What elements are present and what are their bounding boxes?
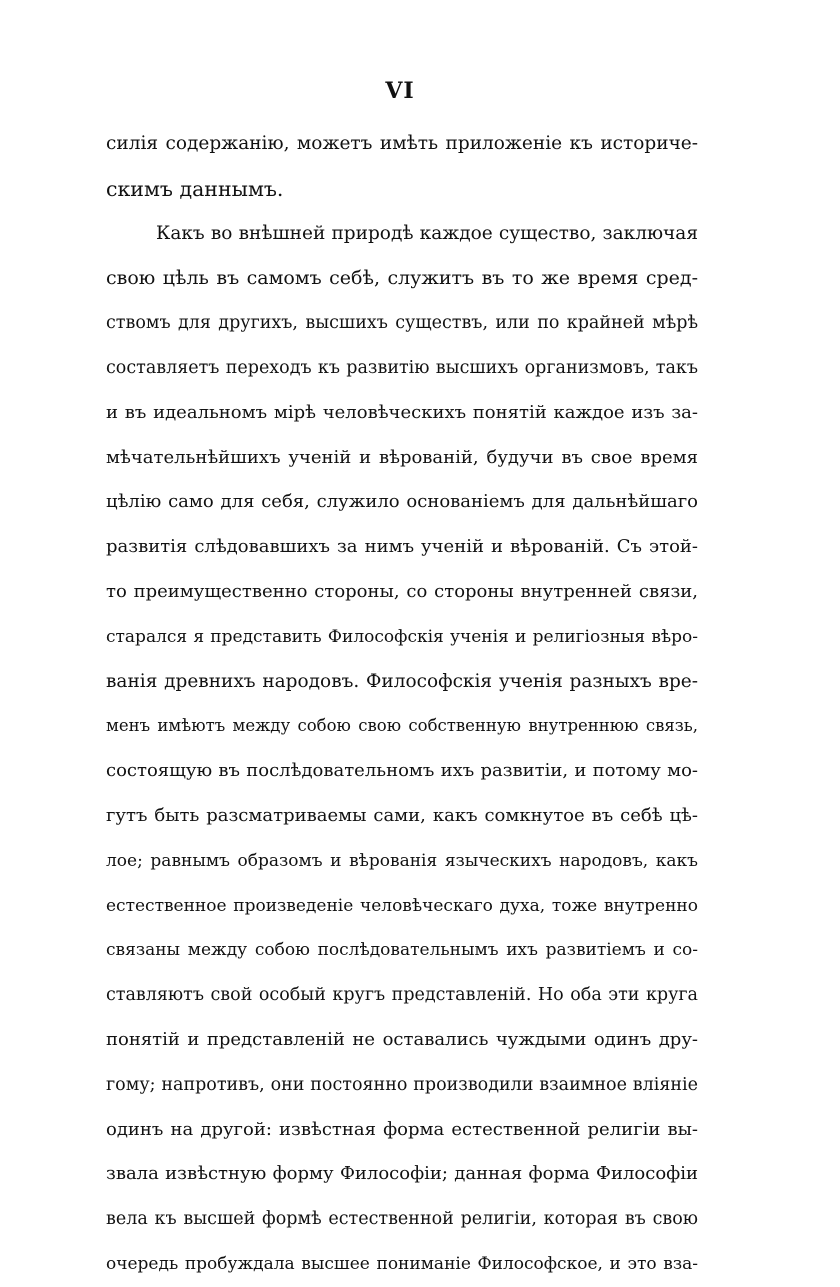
text-line: то преимущественно стороны, со стороны внутренней связи, xyxy=(106,580,698,602)
text-line: состоящую въ послѣдовательномъ ихъ развитіи, и потому мо- xyxy=(106,760,698,782)
body-text xyxy=(106,122,698,1287)
text-line: старался я представить Философскія ученія и религіозныя вѣро- xyxy=(106,626,698,647)
text-line: менъ имѣютъ между собою свою собственную внутреннюю связь, xyxy=(106,716,698,736)
text-line: очередь пробуждала высшее пониманіе Философское, и это вза- xyxy=(106,1253,698,1274)
text-line: мѣчательнѣйшихъ ученій и вѣрованій, будучи въ свое время xyxy=(106,446,698,468)
text-line: понятій и представленій не оставались чуждыми одинъ дру- xyxy=(106,1028,698,1050)
text-line: и въ идеальномъ мірѣ человѣческихъ понятій каждое изъ за- xyxy=(106,401,698,423)
text-line: цѣлію само для себя, служило основаніемъ для дальнѣйшаго xyxy=(106,491,698,513)
text-line: связаны между собою послѣдовательнымъ ихъ развитіемъ и со- xyxy=(106,940,698,961)
text-line: звала извѣстную форму Философіи; данная форма Философіи xyxy=(106,1163,698,1185)
text-line: ванія древнихъ народовъ. Философскія ученія разныхъ вре- xyxy=(106,670,698,692)
text-line: одинъ на другой: извѣстная форма естественной религіи вы- xyxy=(106,1118,698,1140)
text-line: развитія слѣдовавшихъ за нимъ ученій и вѣрованій. Съ этой- xyxy=(106,536,698,558)
text-line: силія содержанію, можетъ имѣть приложеніе къ историче- xyxy=(106,133,698,154)
text-line: свою цѣль въ самомъ себѣ, служитъ въ то же время сред- xyxy=(106,267,698,290)
text-line: гому; напротивъ, они постоянно производили взаимное вліяніе xyxy=(106,1074,698,1095)
text-line: составляетъ переходъ къ развитію высшихъ организмовъ, такъ xyxy=(106,357,698,378)
text-line: ствомъ для другихъ, высшихъ существъ, или по крайней мѣрѣ xyxy=(106,313,698,334)
text-line: Какъ во внѣшней природѣ каждое существо, заключая xyxy=(156,222,698,244)
text-line: ставляютъ свой особый кругъ представленій. Но оба эти круга xyxy=(106,985,698,1006)
text-line: вела къ высшей формѣ естественной религіи, которая въ свою xyxy=(106,1209,698,1230)
text-line: скимъ даннымъ. xyxy=(106,176,284,201)
text-line: естественное произведеніе человѣческаго духа, тоже внутренно xyxy=(106,895,698,916)
text-line: лое; равнымъ образомъ и вѣрованія языческихъ народовъ, какъ xyxy=(106,850,698,871)
text-line: гутъ быть разсматриваемы сами, какъ сомкнутое въ себѣ цѣ- xyxy=(106,804,698,826)
page-number: VI xyxy=(385,78,415,104)
